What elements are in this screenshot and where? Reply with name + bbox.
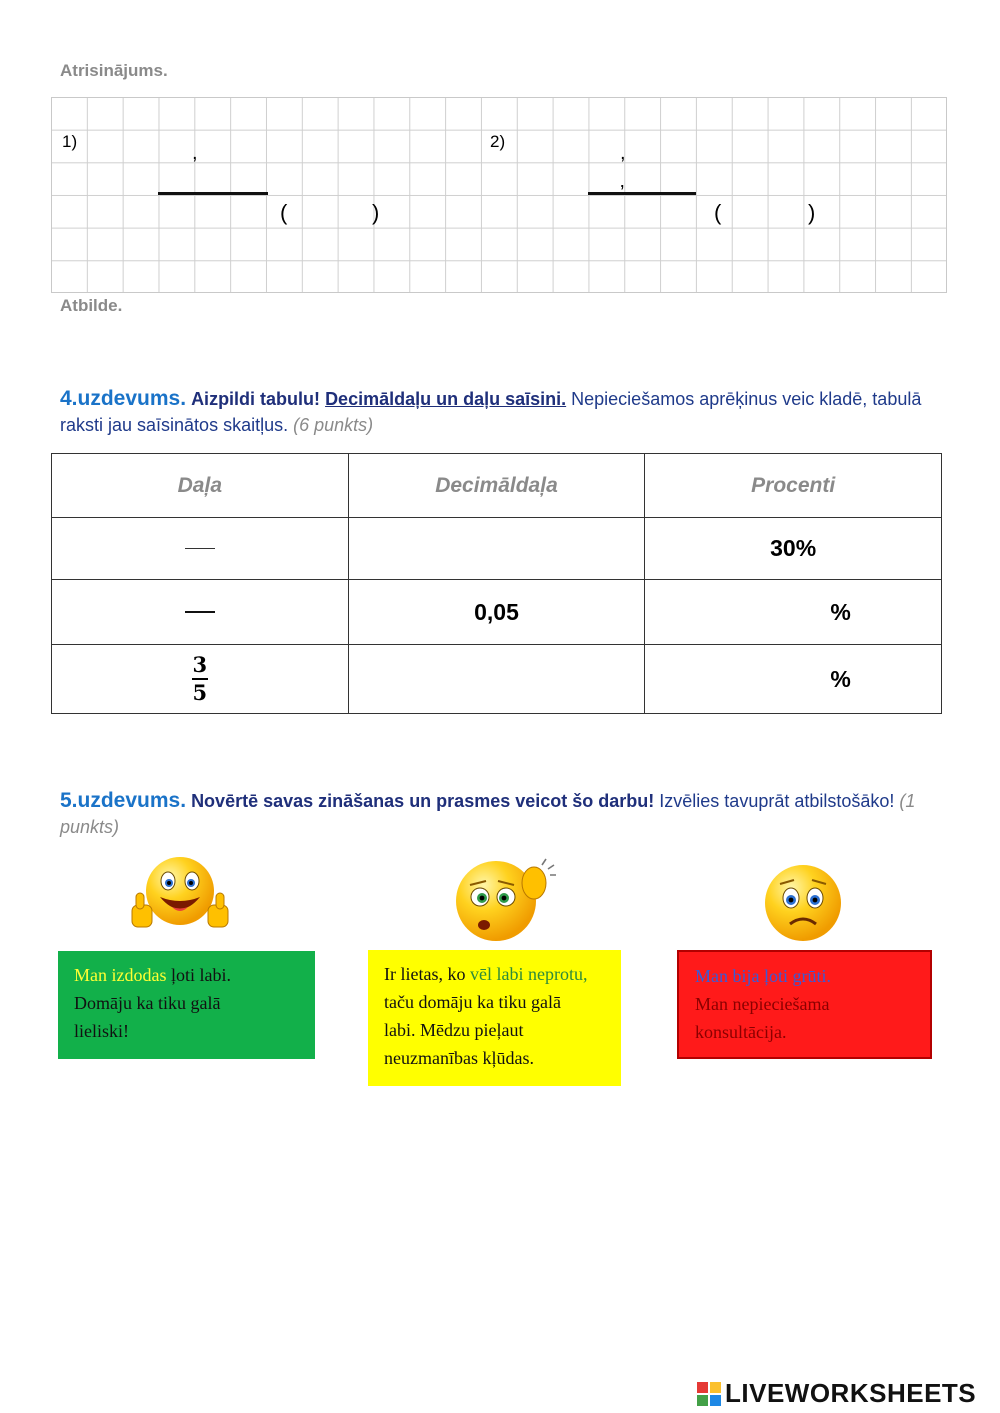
rating-card-hard[interactable] <box>677 950 932 1059</box>
item1-fraction-line <box>158 192 268 195</box>
item2-paren-open: ( <box>714 200 722 225</box>
table-header-row <box>52 454 942 518</box>
rating-card-good[interactable] <box>58 951 315 1059</box>
yellow-line3: labi. Mēdzu pieļaut <box>384 1020 524 1040</box>
item1-paren-close: ) <box>372 200 380 225</box>
task4-number: 4.uzdevums. <box>60 387 187 410</box>
item2-paren-close: ) <box>808 200 816 225</box>
fraction-three-fifths <box>192 654 208 704</box>
task4-points: (6 punkts) <box>293 415 374 435</box>
table-row <box>52 645 942 714</box>
decimal-input-cell[interactable] <box>348 518 645 580</box>
answer-label: Atbilde. <box>60 296 123 315</box>
green-line2: Domāju ka tiku galā <box>74 993 221 1013</box>
confused-thinking-icon[interactable] <box>446 857 558 943</box>
table-row <box>52 518 942 580</box>
item2-comma: , <box>620 142 626 164</box>
percent-cell: 30% <box>645 518 942 580</box>
task4-instruction-rest: Nepieciešamos aprēķinus veic kladē, tabulā raksti jau saīsinātos skaitļus. <box>60 389 922 435</box>
percent-input-cell[interactable]: % <box>645 580 942 645</box>
header-percent: Procenti <box>645 454 942 518</box>
conversion-table <box>51 453 942 714</box>
solution-heading: Atrisinājums. <box>60 61 168 80</box>
rating-card-ok[interactable] <box>368 950 621 1086</box>
task4-instruction-bold: Aizpildi tabulu! <box>191 389 321 409</box>
fraction-denominator: 5 <box>192 680 208 705</box>
yellow-line1-highlight: vēl labi neprotu, <box>469 964 588 984</box>
green-line3: lieliski! <box>74 1021 129 1041</box>
liveworksheets-brand: LIVEWORKSHEETS <box>725 1378 977 1408</box>
fraction-line <box>185 611 215 613</box>
item2-dot: ‚ <box>620 170 625 192</box>
item1-paren-open: ( <box>280 200 288 225</box>
fraction-input-cell[interactable] <box>52 580 349 645</box>
sad-worried-icon[interactable] <box>762 862 844 944</box>
red-line3: konsultācija. <box>695 1022 787 1042</box>
green-line1-rest: ļoti labi. <box>170 965 231 985</box>
task5-number: 5.uzdevums. <box>60 789 187 812</box>
red-line1: Man bija ļoti grūti. <box>695 966 831 986</box>
task4-instruction-underlined: Decimāldaļu un daļu saīsini. <box>325 389 567 409</box>
task5-instruction <box>60 788 940 840</box>
task5-points: (1 punkts) <box>60 791 916 837</box>
item1-label: 1) <box>62 132 78 151</box>
yellow-line1-start: Ir lietas, ko <box>384 964 466 984</box>
green-line1-highlight: Man izdodas <box>74 965 167 985</box>
fraction-cell <box>52 645 349 714</box>
task5-instruction-rest: Izvēlies tavuprāt atbilstošāko! <box>659 791 895 811</box>
header-fraction: Daļa <box>52 454 349 518</box>
header-decimal: Decimāldaļa <box>348 454 645 518</box>
item2-fraction-line <box>588 192 696 195</box>
percent-input-cell[interactable]: % <box>645 645 942 714</box>
fraction-numerator: 3 <box>192 652 208 677</box>
decimal-input-cell[interactable] <box>348 645 645 714</box>
task4-instruction <box>60 386 940 438</box>
fraction-input-cell[interactable] <box>52 518 349 580</box>
decimal-cell: 0,05 <box>348 580 645 645</box>
fraction-line <box>185 548 215 549</box>
happy-thumbs-up-icon[interactable] <box>128 853 232 935</box>
answer-grid <box>51 97 947 293</box>
item2-label: 2) <box>490 132 506 151</box>
yellow-line4: neuzmanības kļūdas. <box>384 1048 534 1068</box>
task5-instruction-bold: Novērtē savas zināšanas un prasmes veicot šo darbu! <box>191 791 655 811</box>
liveworksheets-logo-icon <box>697 1382 721 1406</box>
liveworksheets-logo <box>697 1378 976 1409</box>
table-row <box>52 580 942 645</box>
yellow-line2: taču domāju ka tiku galā <box>384 992 561 1012</box>
red-line2: Man nepieciešama <box>695 994 830 1014</box>
item1-comma: , <box>192 142 198 164</box>
